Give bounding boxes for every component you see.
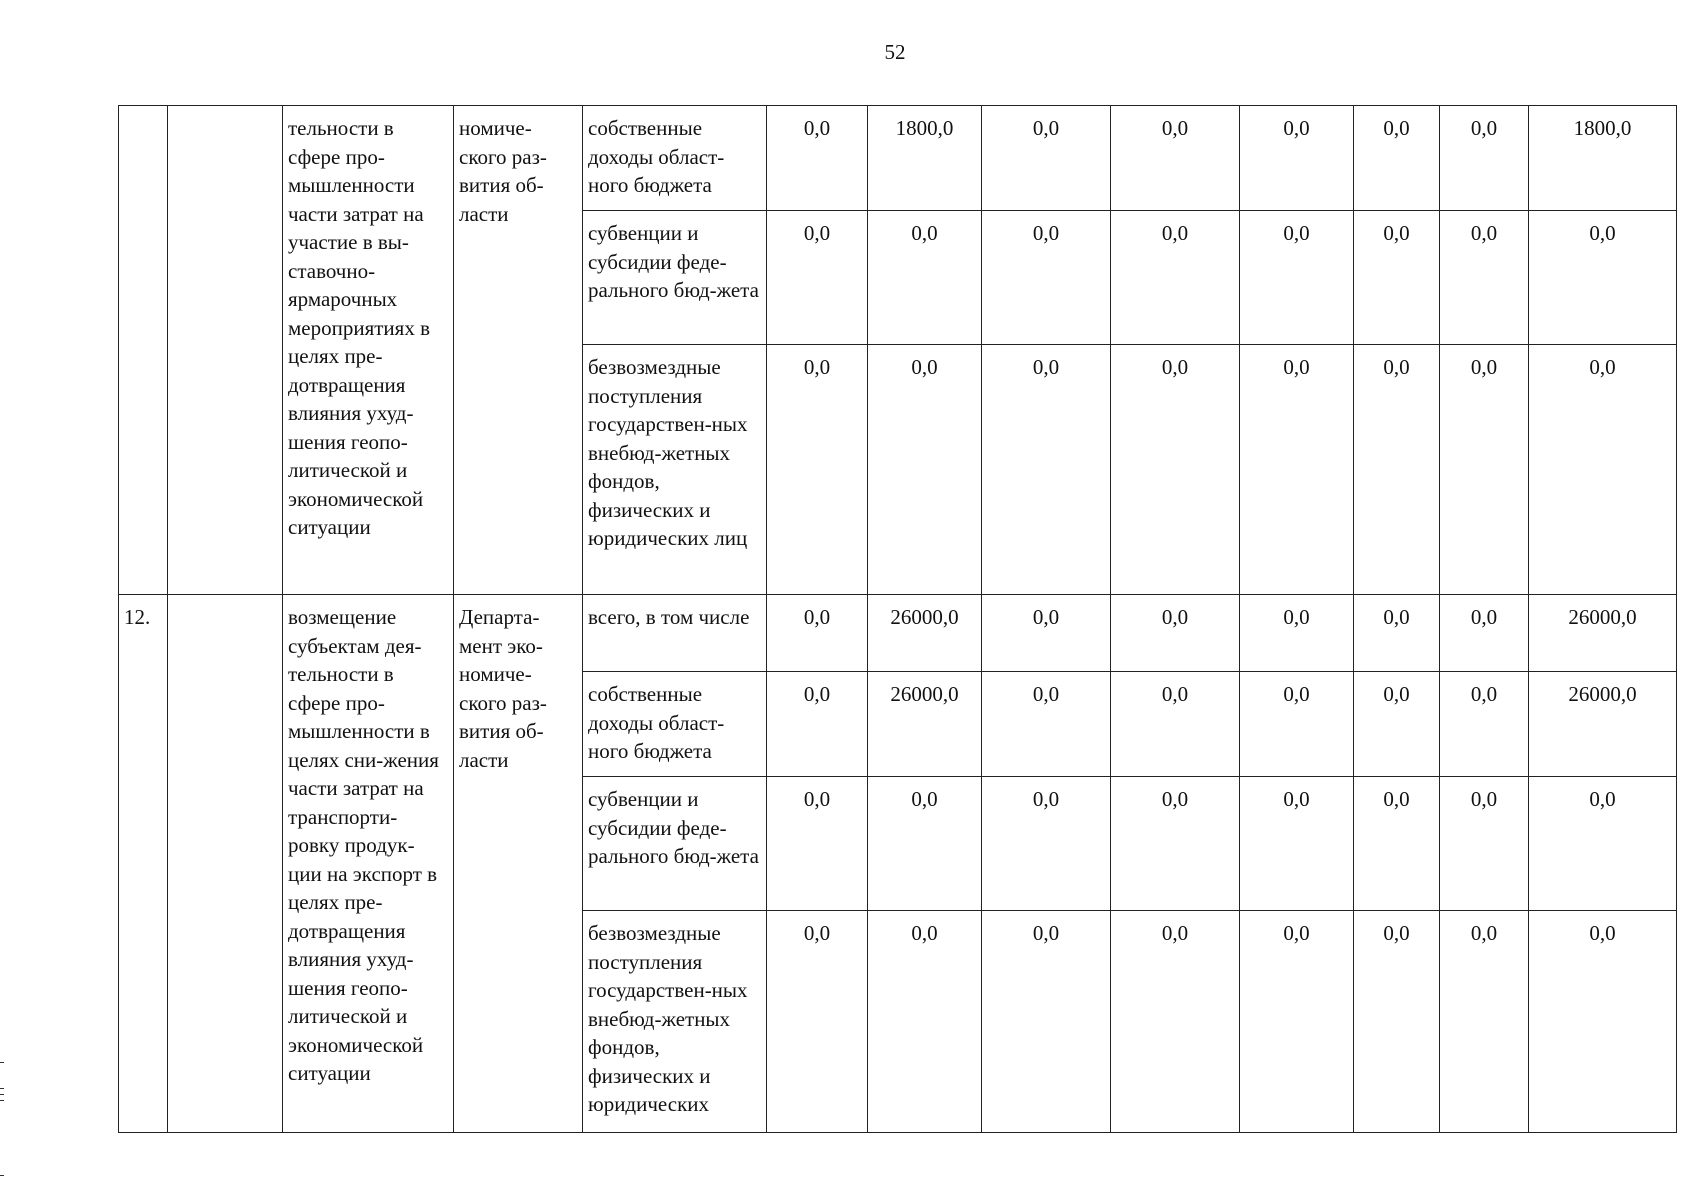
value-cell: 0,0 [767,777,868,911]
value-cell: 0,0 [1354,777,1440,911]
value-cell: 0,0 [1240,595,1354,672]
total-value-cell: 26000,0 [1529,672,1677,777]
value-cell: 0,0 [1111,777,1240,911]
value-cell: 0,0 [982,211,1111,345]
value-cell: 0,0 [767,595,868,672]
value-cell: 0,0 [868,345,982,595]
total-value-cell: 1800,0 [1529,106,1677,211]
funding-source-cell: субвенции и субсидии феде-рального бюд-жета [583,211,767,345]
row-number-cell: 12. [119,595,168,1133]
value-cell: 0,0 [982,595,1111,672]
value-cell: 0,0 [767,211,868,345]
funding-source-cell: собственные доходы област-ного бюджета [583,106,767,211]
total-value-cell: 0,0 [1529,911,1677,1133]
funding-source-cell: субвенции и субсидии феде-рального бюд-жета [583,777,767,911]
value-cell: 0,0 [767,911,868,1133]
empty-cell [168,595,283,1133]
scan-margin-mark [0,1175,4,1176]
total-value-cell: 0,0 [1529,777,1677,911]
value-cell: 0,0 [767,672,868,777]
value-cell: 0,0 [982,345,1111,595]
executor-cell: Департа-мент эко-номиче-ского раз-вития об-ласти [454,595,583,1133]
value-cell: 0,0 [1354,595,1440,672]
value-cell: 0,0 [1240,211,1354,345]
funding-source-cell: безвозмездные поступления государствен-ных внебюд-жетных фондов, физических и юридических [583,911,767,1133]
funding-source-cell: безвозмездные поступления государствен-ных внебюд-жетных фондов, физических и юридических лиц [583,345,767,595]
scan-margin-mark [0,1088,4,1089]
scan-margin-mark [0,1094,4,1095]
value-cell: 0,0 [1440,911,1529,1133]
value-cell: 0,0 [982,672,1111,777]
value-cell: 0,0 [1354,211,1440,345]
funding-source-cell: всего, в том числе [583,595,767,672]
budget-table [118,105,1677,1133]
value-cell: 0,0 [982,106,1111,211]
table-row [119,106,1677,211]
page-number: 52 [884,40,906,64]
value-cell: 0,0 [1240,106,1354,211]
value-cell: 0,0 [1111,211,1240,345]
value-cell: 1800,0 [868,106,982,211]
value-cell: 0,0 [1440,777,1529,911]
value-cell: 0,0 [1440,211,1529,345]
value-cell: 0,0 [1354,911,1440,1133]
empty-cell [168,106,283,595]
value-cell: 0,0 [1240,911,1354,1133]
value-cell: 0,0 [767,106,868,211]
value-cell: 0,0 [868,911,982,1133]
value-cell: 0,0 [1111,345,1240,595]
value-cell: 0,0 [1111,911,1240,1133]
total-value-cell: 0,0 [1529,211,1677,345]
value-cell: 0,0 [1354,672,1440,777]
value-cell: 0,0 [1354,106,1440,211]
value-cell: 26000,0 [868,672,982,777]
scan-margin-mark [0,1100,4,1101]
executor-cell: номиче-ского раз-вития об-ласти [454,106,583,595]
scan-margin-mark [0,1062,4,1063]
value-cell: 0,0 [1111,672,1240,777]
value-cell: 0,0 [1240,345,1354,595]
value-cell: 0,0 [1440,106,1529,211]
value-cell: 0,0 [982,911,1111,1133]
total-value-cell: 26000,0 [1529,595,1677,672]
total-value-cell: 0,0 [1529,345,1677,595]
measure-name-cell: возмещение субъектам дея-тельности в сфере про-мышленности в целях сни-жения части затрат на транспорти-ровку продук-ции на экспорт в целях пре-дотвращения влияния ухуд-шения геопо-литической и экономической ситуации [283,595,454,1133]
row-number-cell [119,106,168,595]
table-row [119,595,1677,672]
value-cell: 0,0 [982,777,1111,911]
value-cell: 0,0 [1440,595,1529,672]
value-cell: 0,0 [1111,106,1240,211]
funding-source-cell: собственные доходы област-ного бюджета [583,672,767,777]
value-cell: 0,0 [868,777,982,911]
value-cell: 0,0 [1240,672,1354,777]
value-cell: 0,0 [1440,345,1529,595]
value-cell: 0,0 [1354,345,1440,595]
value-cell: 0,0 [767,345,868,595]
value-cell: 0,0 [1440,672,1529,777]
measure-name-cell: тельности в сфере про-мышленности части затрат на участие в вы-ставочно-ярмарочных мероприятиях в целях пре-дотвращения влияния ухуд-шения геопо-литической и экономической ситуации [283,106,454,595]
value-cell: 0,0 [1111,595,1240,672]
value-cell: 0,0 [1240,777,1354,911]
value-cell: 26000,0 [868,595,982,672]
value-cell: 0,0 [868,211,982,345]
